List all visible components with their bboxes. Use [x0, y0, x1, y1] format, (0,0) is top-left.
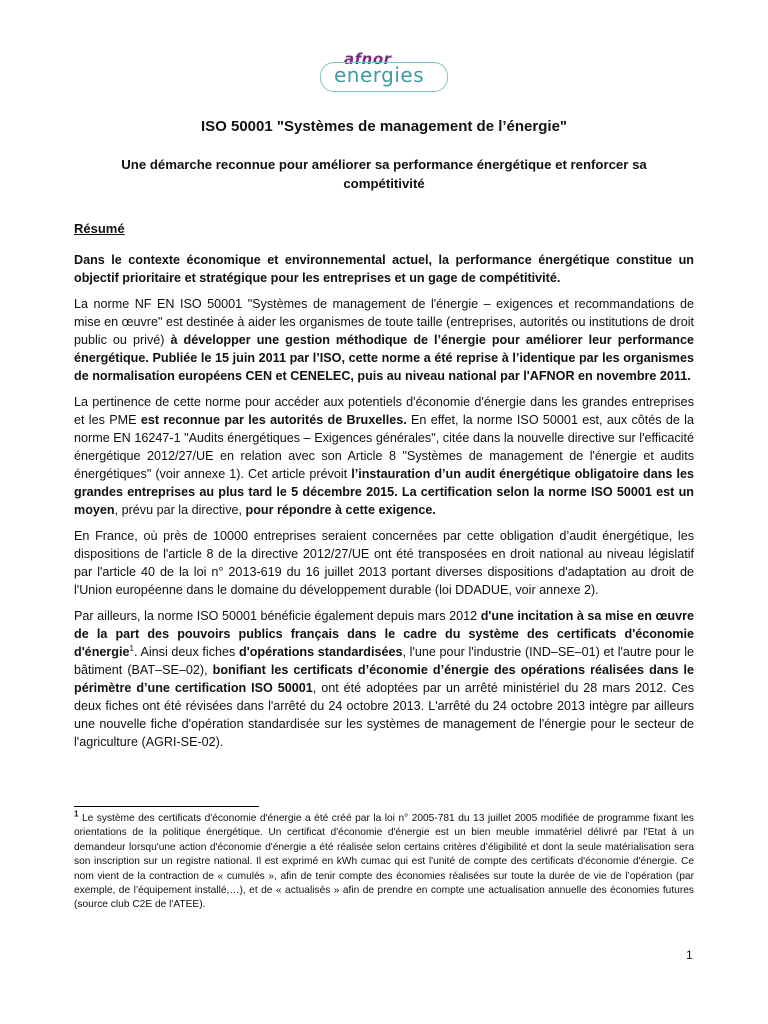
paragraph-incitation: [74, 607, 694, 751]
page-number: 1: [686, 948, 693, 962]
paragraph-pertinence: [74, 393, 694, 519]
section-heading-resume: Résumé: [74, 221, 125, 236]
footnote-separator: [74, 806, 259, 807]
paragraph-pertinence-text-e: , prévu par la directive,: [114, 503, 246, 517]
paragraph-incitation-text-d: d'opérations standardisées: [239, 645, 403, 659]
footnote-text: Le système des certificats d'économie d'énergie a été créé par la loi n° 2005-781 du 13 juillet 2005 modifiée de programme fixant les orientations de la politique énergétique. Un certificat d'économie d'énergie est un bien meuble immatériel délivré par l'Etat à un demandeur lorsqu'une action d'économie d'énergie a été réalisée selon certains critères d’éligibilité et dont la seule matérialisation sera son inscription sur un registre national. Il est exprimé en kWh cumac qui est l'unité de compte des certificats d'économie d'énergie. Ce nom vient de la contraction de « cumulés », afin de tenir compte des économies réalisées sur toute la durée de vie de l’opération (par exemple, de l’équipement installé,…), et de « actualisés » afin de prendre en compte une actualisation annuelle des économies futures (source club C2E de l'ATEE).: [74, 813, 694, 911]
paragraph-france-text: En France, où près de 10000 entreprises seraient concernées par cette obligation d’audit énergétique, les dispositions de l'article 8 de la directive 2012/27/UE ont été transposées en droit national au niveau législatif par l'article 40 de la loi n° 2013-619 du 16 juillet 2013 portant diverses dispositions d'adaptation au droit de l'Union européenne dans le domaine du développement durable (loi DDADUE, voir annexe 2).: [74, 529, 694, 597]
logo-afnor-text: afnor: [344, 50, 392, 68]
footnote: [74, 809, 694, 913]
document-body: [74, 251, 694, 759]
paragraph-pertinence-text-b: est reconnue par les autorités de Bruxelles.: [140, 413, 407, 427]
paragraph-pertinence-text-f: pour répondre à cette exigence.: [245, 503, 436, 517]
paragraph-pertinence-text-a: La pertinence de cette norme pour accéder aux potentiels d'économie d'énergie dans les grandes entreprises et les PME: [74, 395, 694, 427]
paragraph-pertinence-text-d: l’instauration d’un audit énergétique obligatoire dans les grandes entreprises au plus tard le 5 décembre 2015. La certification selon la norme ISO 50001 est un moyen: [74, 467, 694, 517]
footnote-number: 1: [74, 809, 79, 819]
paragraph-france: [74, 527, 694, 599]
paragraph-incitation-text-a: Par ailleurs, la norme ISO 50001 bénéficie également depuis mars 2012: [74, 609, 481, 623]
paragraph-context-text: Dans le contexte économique et environnemental actuel, la performance énergétique constitue un objectif prioritaire et stratégique pour les entreprises et un gage de compétitivité.: [74, 253, 694, 285]
document-title: ISO 50001 "Systèmes de management de l’énergie": [200, 118, 568, 135]
paragraph-norme-text-a: La norme NF EN ISO 50001 "Systèmes de management de l'énergie – exigences et recommandations de mise en œuvre" est destinée à aider les organismes de toute taille (entreprises, autorités ou institutions de droit public ou privé): [74, 297, 694, 347]
footnote-reference[interactable]: 1: [129, 643, 134, 653]
paragraph-incitation-text-f: bonifiant les certificats d’économie d’énergie des opérations réalisées dans le périmètre d’une certification ISO 50001: [74, 663, 694, 695]
afnor-energies-logo: [320, 52, 450, 94]
paragraph-incitation-text-g: , ont été adoptées par un arrêté ministériel du 28 mars 2012. Ces deux fiches ont été révisées dans l'arrêté du 24 octobre 2013. L'arrêté du 24 octobre 2013 intègre par ailleurs une nouvelle fiche d'opération standardisée sur les systèmes de management de l'énergie pour le secteur de l'agriculture (AGRI-SE-02).: [74, 681, 694, 749]
paragraph-pertinence-text-c: En effet, la norme ISO 50001 est, aux côtés de la norme EN 16247-1 "Audits énergétiques – Exigences générales", citée dans la nouvelle directive sur l'efficacité énergétique 2012/27/UE en relation avec son Article 8 "Systèmes de management de l'énergie et audits énergétiques" (voir annexe 1). Cet article prévoit: [74, 413, 694, 481]
paragraph-norme: [74, 295, 694, 385]
paragraph-incitation-text-b: d'une incitation à sa mise en œuvre de la part des pouvoirs publics français dans le cadre du système des certificats d'économie d'énergie: [74, 609, 694, 659]
paragraph-norme-text-b: à développer une gestion méthodique de l’énergie pour améliorer leur performance énergétique. Publiée le 15 juin 2011 par l’ISO, cette norme a été reprise à l’identique par les organismes de normalisation européens CEN et CENELEC, puis au niveau national par l'AFNOR en novembre 2011.: [74, 333, 694, 383]
paragraph-context: [74, 251, 694, 287]
paragraph-incitation-text-e: , l'une pour l'industrie (IND–SE–01) et l'autre pour le bâtiment (BAT–SE–02),: [74, 645, 694, 677]
logo-energies-text: energies: [334, 63, 425, 87]
paragraph-incitation-text-c: . Ainsi deux fiches: [133, 645, 240, 659]
document-subtitle: Une démarche reconnue pour améliorer sa performance énergétique et renforcer sa compétitivité: [121, 157, 647, 191]
